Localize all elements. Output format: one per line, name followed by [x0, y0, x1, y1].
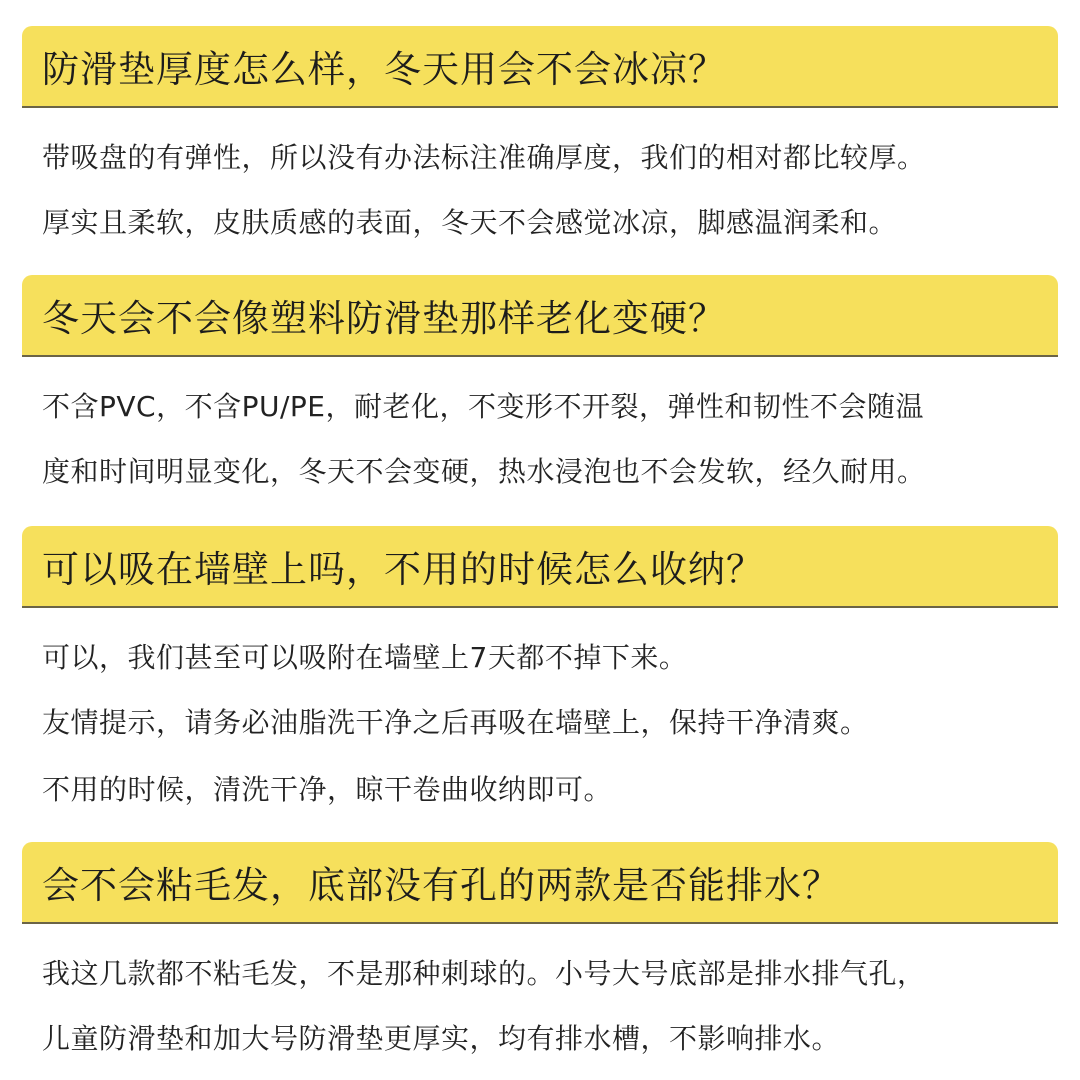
answer-line: 度和时间明显变化，冬天不会变硬，热水浸泡也不会发软，经久耐用。 [42, 455, 926, 488]
question-text: 冬天会不会像塑料防滑垫那样老化变硬？ [42, 297, 726, 340]
question-header [22, 26, 1058, 108]
answer-line: 可以，我们甚至可以吸附在墙壁上7天都不掉下来。 [42, 641, 688, 674]
answer-line: 我这几款都不粘毛发，不是那种刺球的。小号大号底部是排水排气孔， [42, 957, 926, 990]
answer-line: 儿童防滑垫和加大号防滑垫更厚实，均有排水槽，不影响排水。 [42, 1022, 841, 1055]
question-header [22, 842, 1058, 924]
answer-line: 厚实且柔软，皮肤质感的表面，冬天不会感觉冰凉，脚感温润柔和。 [42, 206, 898, 239]
faq-block-1 [22, 26, 1058, 239]
faq-block-4 [22, 842, 1058, 1055]
answer-line: 不用的时候，清洗干净，晾干卷曲收纳即可。 [42, 773, 613, 806]
answer-line: 不含PVC，不含PU/PE，耐老化，不变形不开裂，弹性和韧性不会随温 [42, 390, 924, 423]
question-text: 可以吸在墙壁上吗，不用的时候怎么收纳？ [42, 548, 764, 591]
answer-line: 带吸盘的有弹性，所以没有办法标注准确厚度，我们的相对都比较厚。 [42, 141, 926, 174]
question-header [22, 275, 1058, 357]
answer-line: 友情提示，请务必油脂洗干净之后再吸在墙壁上，保持干净清爽。 [42, 706, 869, 739]
faq-block-2 [22, 275, 1058, 488]
question-text: 会不会粘毛发，底部没有孔的两款是否能排水？ [42, 864, 840, 907]
question-text: 防滑垫厚度怎么样，冬天用会不会冰凉？ [42, 48, 726, 91]
question-header [22, 526, 1058, 608]
faq-block-3 [22, 526, 1058, 806]
